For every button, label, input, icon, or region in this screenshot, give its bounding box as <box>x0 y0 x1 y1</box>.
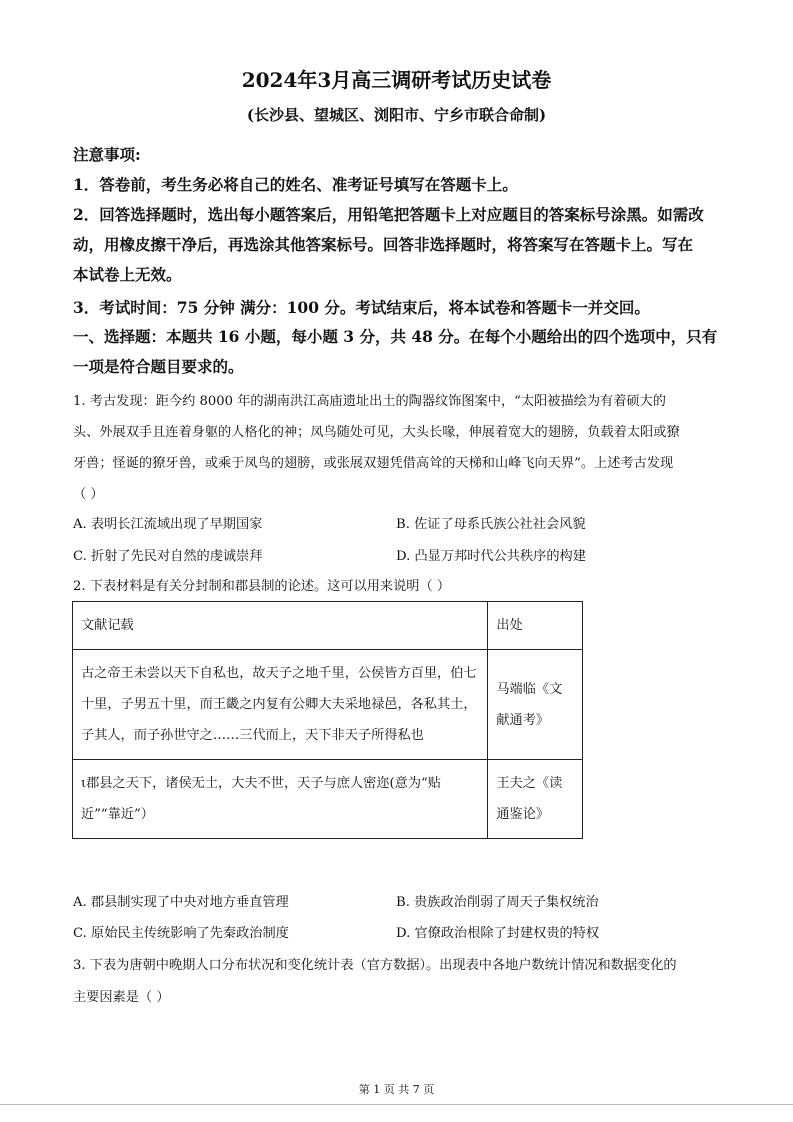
q1-stem-line-2: 头、外展双手且连着身躯的人格化的神；凤鸟随处可见，大头长喙，伸展着宽大的翅膀，负载着太阳或獠 <box>73 425 680 440</box>
table-cell-record-1: 古之帝王未尝以天下自私也，故天子之地千里，公侯皆方百里，伯七十里，子男五十里，而王畿之内复有公卿大夫采地禄邑，各私其土，子其人，而子孙世守之……三代而上，天下非天子所得私也 <box>73 650 488 760</box>
q1-stem-line-1: 1. 考古发现：距今约 8000 年的湖南洪江高庙遗址出土的陶器纹饰图案中，“太阳被描绘为有着硕大的 <box>73 394 666 409</box>
table-header-source: 出处 <box>488 602 583 650</box>
q3-stem-line-1: 3. 下表为唐朝中晚期人口分布状况和变化统计表（官方数据）。出现表中各地户数统计情况和数据变化的 <box>73 958 677 973</box>
q2-option-a: A. 郡县制实现了中央对地方垂直管理 <box>73 895 289 910</box>
q1-option-c: C. 折射了先民对自然的虔诚崇拜 <box>73 549 263 564</box>
notice-item-2-line-2: 动，用橡皮擦干净后，再选涂其他答案标号。回答非选择题时，将答案写在答题卡上。写在 <box>73 235 694 254</box>
table-row <box>73 650 583 760</box>
q2-option-d: D. 官僚政治根除了封建权贵的特权 <box>396 926 600 941</box>
page-number: 第 1 页 共 7 页 <box>358 1083 435 1096</box>
notice-item-2-line-3: 本试卷上无效。 <box>73 265 182 284</box>
q3-stem-line-2: 主要因素是（ ） <box>73 990 170 1005</box>
table-header-records: 文献记载 <box>73 602 488 650</box>
q2-option-c: C. 原始民主传统影响了先秦政治制度 <box>73 926 289 941</box>
footer-divider <box>0 1104 793 1105</box>
notice-item-3: 3．考试时间：75 分钟 满分：100 分。考试结束后，将本试卷和答题卡一并交回。 <box>73 298 650 317</box>
q1-stem-line-4: （ ） <box>73 487 104 502</box>
page-title: 2024年3月高三调研考试历史试卷 <box>241 68 552 92</box>
table-cell-source-1: 马端临《文献通考》 <box>488 650 583 760</box>
table-cell-record-2: ι郡县之天下，诸侯无土，大夫不世，天子与庶人密迩(意为“贴近”“靠近”） <box>73 760 488 839</box>
page-subtitle: (长沙县、望城区、浏阳市、宁乡市联合命制) <box>246 106 547 124</box>
notice-heading: 注意事项: <box>73 145 141 164</box>
q1-option-d: D. 凸显万邦时代公共秩序的构建 <box>396 549 586 564</box>
table-cell-source-2: 王夫之《读通鉴论》 <box>488 760 583 839</box>
table-row <box>73 602 583 650</box>
q2-stem: 2. 下表材料是有关分封制和郡县制的论述。这可以用来说明（ ） <box>73 579 451 594</box>
notice-item-1: 1．答卷前，考生务必将自己的姓名、准考证号填写在答题卡上。 <box>73 175 518 194</box>
table-row <box>73 760 583 839</box>
q2-option-b: B. 贵族政治削弱了周天子集权统治 <box>396 895 599 910</box>
notice-item-2-line-1: 2．回答选择题时，选出每小题答案后，用铅笔把答题卡上对应题目的答案标号涂黑。如需改 <box>73 205 704 224</box>
q2-source-table <box>72 601 583 839</box>
section-1-heading-line-1: 一、选择题：本题共 16 小题，每小题 3 分，共 48 分。在每个小题给出的四个选项中，只有 <box>73 327 718 346</box>
section-1-heading-line-2: 一项是符合题目要求的。 <box>73 357 244 376</box>
q1-stem-line-3: 牙兽；怪诞的獠牙兽，或乘于凤鸟的翅膀，或张展双翅凭借高耸的天梯和山峰飞向天界”。上述考古发现 <box>73 456 674 471</box>
q1-option-b: B. 佐证了母系氏族公社社会风貌 <box>396 517 586 532</box>
q1-option-a: A. 表明长江流域出现了早期国家 <box>73 517 263 532</box>
